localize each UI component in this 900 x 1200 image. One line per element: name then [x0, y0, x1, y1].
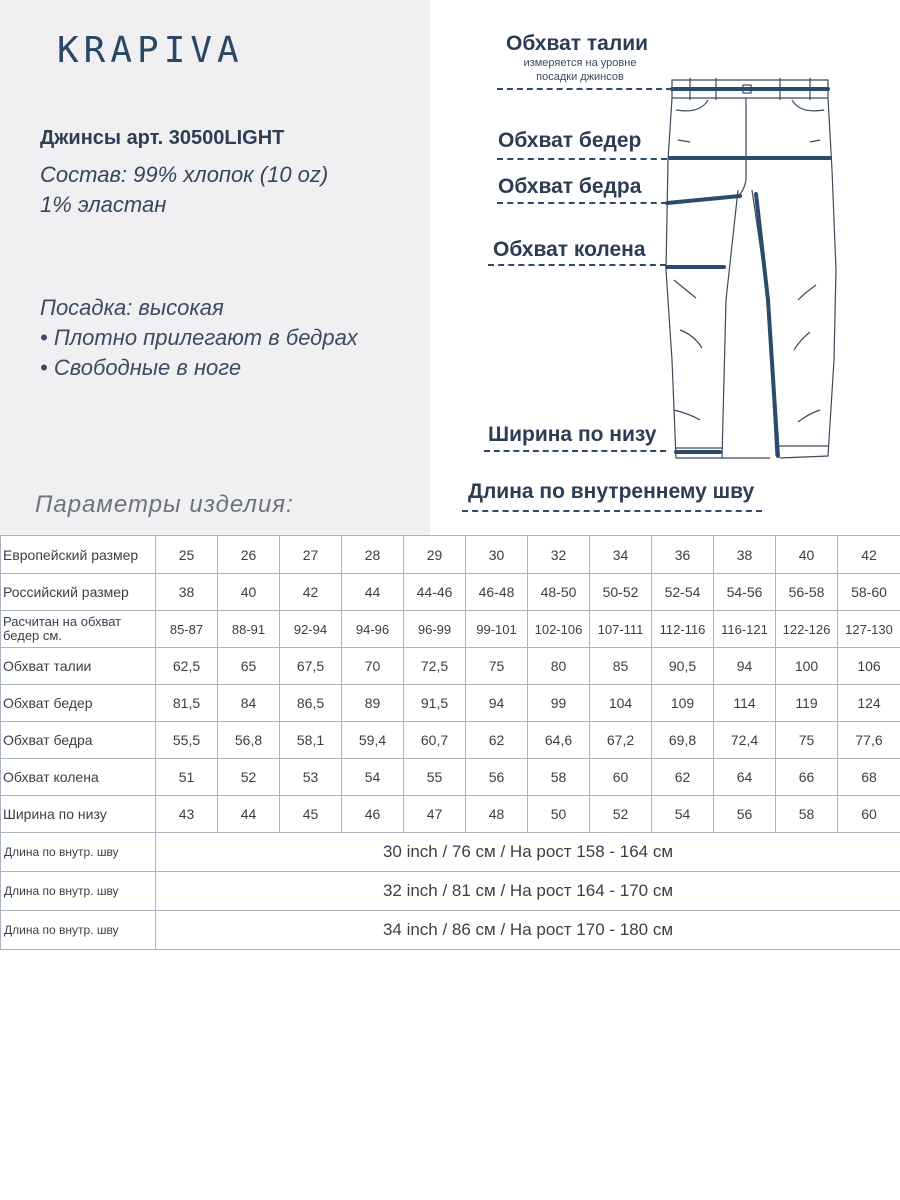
- table-cell: 64,6: [528, 722, 590, 759]
- table-cell: 70: [342, 648, 404, 685]
- table-cell: 46-48: [466, 574, 528, 611]
- table-cell: 44: [342, 574, 404, 611]
- table-cell: 60,7: [404, 722, 466, 759]
- table-cell: 67,5: [280, 648, 342, 685]
- row-label: Расчитан на обхват бедер см.: [1, 611, 156, 648]
- inseam-cell: 30 inch / 76 см / На рост 158 - 164 см: [156, 833, 900, 872]
- table-cell: 47: [404, 796, 466, 833]
- row-label: Обхват бедер: [1, 685, 156, 722]
- table-row: [1, 759, 900, 796]
- table-cell: 56-58: [776, 574, 838, 611]
- table-cell: 90,5: [652, 648, 714, 685]
- label-thigh: Обхват бедра: [498, 175, 642, 198]
- table-cell: 44-46: [404, 574, 466, 611]
- table-row: [1, 536, 900, 574]
- table-cell: 40: [218, 574, 280, 611]
- size-table-body: [1, 536, 900, 950]
- table-cell: 40: [776, 536, 838, 574]
- table-cell: 94-96: [342, 611, 404, 648]
- fit-description: [40, 293, 358, 383]
- table-cell: 72,5: [404, 648, 466, 685]
- table-cell: 65: [218, 648, 280, 685]
- table-cell: 85: [590, 648, 652, 685]
- table-cell: 58: [776, 796, 838, 833]
- table-cell: 107-111: [590, 611, 652, 648]
- table-cell: 106: [838, 648, 900, 685]
- table-cell: 42: [838, 536, 900, 574]
- table-cell: 25: [156, 536, 218, 574]
- row-label: Ширина по низу: [1, 796, 156, 833]
- table-cell: 52: [218, 759, 280, 796]
- fit-bullet-2: • Свободные в ноге: [40, 355, 242, 380]
- hips-line: [497, 158, 667, 160]
- label-inseam: Длина по внутреннему шву: [468, 480, 755, 503]
- table-cell: 60: [838, 796, 900, 833]
- label-knee: Обхват колена: [493, 238, 646, 261]
- table-cell: 60: [590, 759, 652, 796]
- table-row: [1, 648, 900, 685]
- table-cell: 56: [714, 796, 776, 833]
- hem-line: [484, 450, 666, 452]
- table-cell: 27: [280, 536, 342, 574]
- table-cell: 36: [652, 536, 714, 574]
- table-cell: 54: [342, 759, 404, 796]
- row-label: Российский размер: [1, 574, 156, 611]
- table-cell: 127-130: [838, 611, 900, 648]
- table-cell: 66: [776, 759, 838, 796]
- table-cell: 102-106: [528, 611, 590, 648]
- table-cell: 75: [776, 722, 838, 759]
- table-cell: 112-116: [652, 611, 714, 648]
- table-cell: 68: [838, 759, 900, 796]
- table-cell: 56: [466, 759, 528, 796]
- table-cell: 122-126: [776, 611, 838, 648]
- table-row: [1, 722, 900, 759]
- table-cell: 32: [528, 536, 590, 574]
- row-label: Длина по внутр. шву: [1, 833, 156, 872]
- table-cell: 38: [714, 536, 776, 574]
- thigh-line: [497, 202, 667, 204]
- inseam-line: [462, 510, 762, 512]
- label-hips: Обхват бедер: [498, 129, 642, 152]
- table-cell: 54: [652, 796, 714, 833]
- table-row: [1, 611, 900, 648]
- table-cell: 38: [156, 574, 218, 611]
- table-cell: 26: [218, 536, 280, 574]
- table-row: [1, 574, 900, 611]
- knee-line: [488, 264, 666, 266]
- table-cell: 43: [156, 796, 218, 833]
- jeans-icon: [660, 70, 840, 470]
- table-cell: 75: [466, 648, 528, 685]
- table-cell: 52-54: [652, 574, 714, 611]
- fit-bullet-1: • Плотно прилегают в бедрах: [40, 325, 358, 350]
- table-cell: 94: [466, 685, 528, 722]
- size-table: [0, 535, 900, 950]
- table-cell: 81,5: [156, 685, 218, 722]
- table-row: [1, 833, 900, 872]
- table-cell: 88-91: [218, 611, 280, 648]
- table-cell: 124: [838, 685, 900, 722]
- table-cell: 77,6: [838, 722, 900, 759]
- table-cell: 109: [652, 685, 714, 722]
- table-cell: 64: [714, 759, 776, 796]
- table-cell: 55,5: [156, 722, 218, 759]
- table-cell: 52: [590, 796, 652, 833]
- table-cell: 50: [528, 796, 590, 833]
- table-cell: 48-50: [528, 574, 590, 611]
- table-cell: 58: [528, 759, 590, 796]
- table-cell: 56,8: [218, 722, 280, 759]
- inseam-cell: 34 inch / 86 см / На рост 170 - 180 см: [156, 911, 900, 950]
- table-cell: 114: [714, 685, 776, 722]
- table-cell: 51: [156, 759, 218, 796]
- table-cell: 30: [466, 536, 528, 574]
- composition-line-1: Состав: 99% хлопок (10 oz): [40, 162, 329, 187]
- table-cell: 84: [218, 685, 280, 722]
- label-waist-note-1: измеряется на уровне: [523, 57, 637, 69]
- table-cell: 94: [714, 648, 776, 685]
- table-cell: 119: [776, 685, 838, 722]
- table-cell: 58-60: [838, 574, 900, 611]
- label-waist-note-2: посадки джинсов: [536, 71, 624, 83]
- table-cell: 72,4: [714, 722, 776, 759]
- row-label: Длина по внутр. шву: [1, 872, 156, 911]
- table-cell: 91,5: [404, 685, 466, 722]
- brand-logo: KRAPIVA: [57, 30, 244, 71]
- table-cell: 45: [280, 796, 342, 833]
- table-row: [1, 796, 900, 833]
- product-title: Джинсы арт. 30500LIGHT: [40, 127, 285, 149]
- label-hem: Ширина по низу: [488, 423, 657, 446]
- row-label: Обхват бедра: [1, 722, 156, 759]
- table-row: [1, 911, 900, 950]
- composition-line-2: 1% эластан: [40, 192, 167, 217]
- table-cell: 104: [590, 685, 652, 722]
- table-cell: 46: [342, 796, 404, 833]
- table-cell: 80: [528, 648, 590, 685]
- table-cell: 89: [342, 685, 404, 722]
- table-cell: 59,4: [342, 722, 404, 759]
- table-cell: 42: [280, 574, 342, 611]
- table-cell: 50-52: [590, 574, 652, 611]
- table-cell: 44: [218, 796, 280, 833]
- label-waist: Обхват талии: [506, 32, 649, 55]
- table-cell: 55: [404, 759, 466, 796]
- info-panel: [0, 0, 430, 535]
- params-heading: Параметры изделия:: [35, 491, 294, 518]
- table-cell: 28: [342, 536, 404, 574]
- row-label: Обхват колена: [1, 759, 156, 796]
- table-cell: 54-56: [714, 574, 776, 611]
- table-cell: 67,2: [590, 722, 652, 759]
- table-cell: 62: [652, 759, 714, 796]
- table-cell: 48: [466, 796, 528, 833]
- table-cell: 85-87: [156, 611, 218, 648]
- row-label: Обхват талии: [1, 648, 156, 685]
- table-cell: 53: [280, 759, 342, 796]
- table-cell: 29: [404, 536, 466, 574]
- table-cell: 92-94: [280, 611, 342, 648]
- table-cell: 96-99: [404, 611, 466, 648]
- table-cell: 62,5: [156, 648, 218, 685]
- table-cell: 34: [590, 536, 652, 574]
- table-cell: 100: [776, 648, 838, 685]
- table-cell: 58,1: [280, 722, 342, 759]
- table-cell: 86,5: [280, 685, 342, 722]
- waist-line: [497, 88, 672, 90]
- row-label: Длина по внутр. шву: [1, 911, 156, 950]
- inseam-cell: 32 inch / 81 см / На рост 164 - 170 см: [156, 872, 900, 911]
- table-cell: 62: [466, 722, 528, 759]
- row-label: Европейский размер: [1, 536, 156, 574]
- table-cell: 99: [528, 685, 590, 722]
- composition: [40, 160, 328, 220]
- fit-title: Посадка: высокая: [40, 295, 224, 320]
- table-cell: 69,8: [652, 722, 714, 759]
- table-row: [1, 872, 900, 911]
- table-cell: 99-101: [466, 611, 528, 648]
- table-row: [1, 685, 900, 722]
- table-cell: 116-121: [714, 611, 776, 648]
